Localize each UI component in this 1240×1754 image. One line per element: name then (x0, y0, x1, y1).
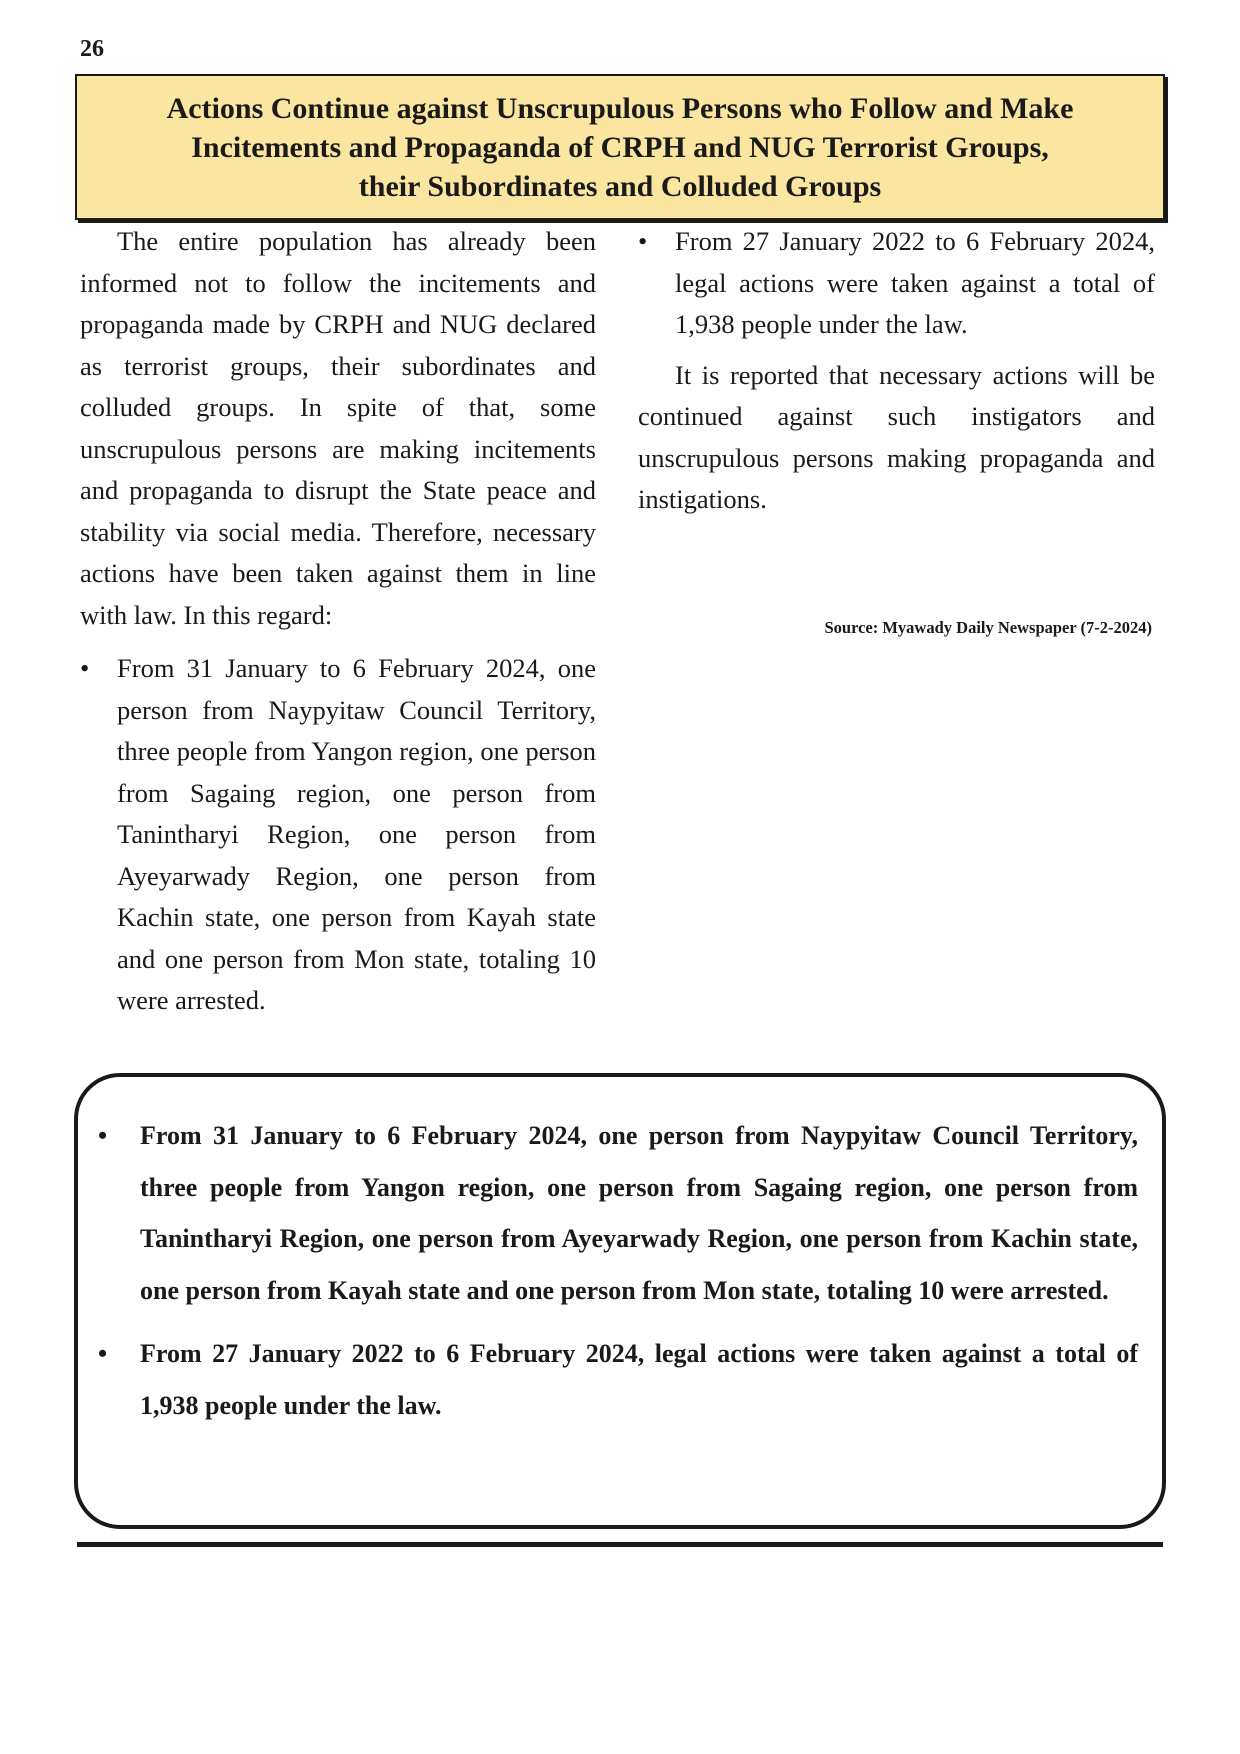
bullet-icon: • (638, 226, 648, 256)
article-title-box (75, 74, 1165, 220)
article-right-column (638, 221, 1155, 521)
article-bullet-text: From 31 January to 6 February 2024, one person from Naypyitaw Council Territory, three people from Yangon region, one person from Sagaing region, one person from Tanintharyi Region, one person from Ayeyarwady Region, one person from Kachin state, one person from Kayah state and one person from Mon state, totaling 10 were arrested. (117, 653, 596, 1015)
article-intro-paragraph: The entire population has already been informed not to follow the incitements and propaganda made by CRPH and NUG declared as terrorist groups, their subordinates and colluded groups. In spite of that, some unscrupulous persons are making incitements and propaganda to disrupt the State peace and stability via social media. Therefore, necessary actions have been taken against them in line with law. In this regard: (80, 226, 596, 630)
article-title-line: Actions Continue against Unscrupulous Persons who Follow and Make (166, 91, 1074, 125)
article-left-column (80, 221, 596, 1022)
summary-list (98, 1110, 1138, 1431)
source-credit: Source: Myawady Daily Newspaper (7-2-2024) (824, 618, 1152, 637)
summary-box (74, 1073, 1166, 1529)
article-title-line: their Subordinates and Colluded Groups (358, 169, 882, 203)
summary-item-text: From 31 January to 6 February 2024, one person from Naypyitaw Council Territory, three people from Yangon region, one person from Sagaing region, one person from Tanintharyi Region, one person from Ayeyarwady Region, one person from Kachin state, one person from Kayah state and one person from Mon state, totaling 10 were arrested. (140, 1121, 1138, 1305)
article-closing-paragraph: It is reported that necessary actions will be continued against such instigators and unscrupulous persons making propaganda and instigations. (638, 359, 1155, 514)
article-title-line: Incitements and Propaganda of CRPH and NUG Terrorist Groups, (191, 130, 1049, 164)
summary-item (98, 1110, 1138, 1316)
summary-item-text: From 27 January 2022 to 6 February 2024, legal actions were taken against a total of 1,938 people under the law. (140, 1339, 1138, 1420)
bullet-icon: • (98, 1121, 108, 1150)
article-bullet-list (80, 648, 596, 1022)
article-bullet-list (638, 221, 1155, 346)
bottom-divider (77, 1542, 1163, 1547)
article-bullet-text: From 27 January 2022 to 6 February 2024, legal actions were taken against a total of 1,938 people under the law. (675, 226, 1155, 339)
bullet-icon: • (80, 653, 90, 683)
article-bullet-item (638, 221, 1155, 346)
page-number: 26 (80, 36, 104, 62)
article-bullet-item (80, 648, 596, 1022)
summary-item (98, 1328, 1138, 1431)
bullet-icon: • (98, 1339, 108, 1368)
